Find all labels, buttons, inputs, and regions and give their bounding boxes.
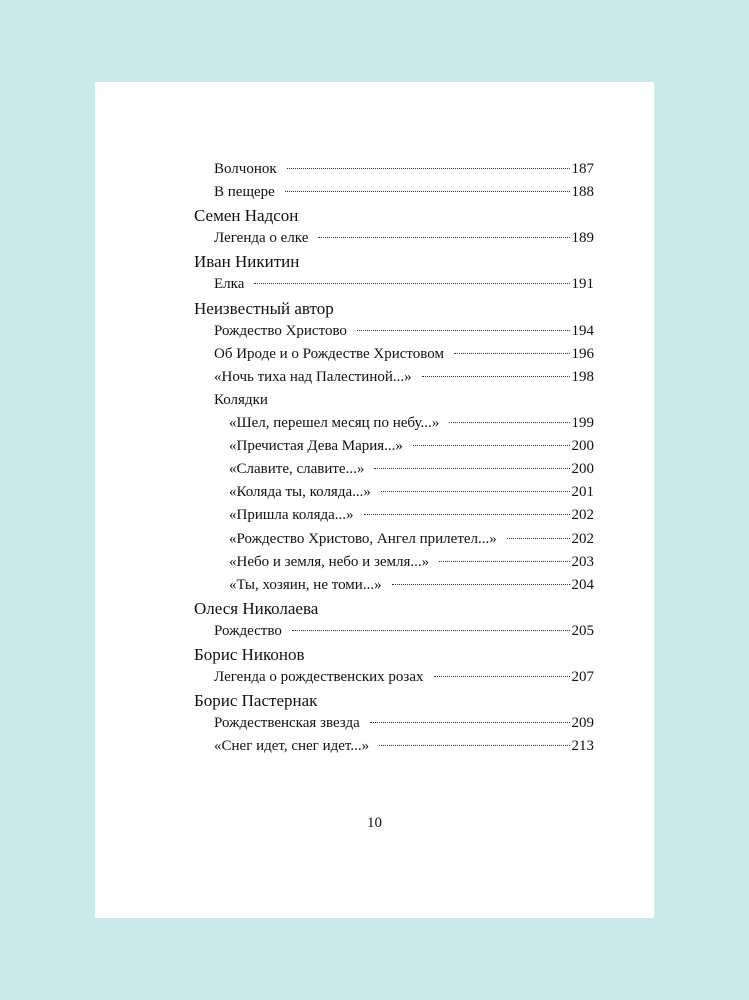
toc-entry (194, 481, 594, 504)
dot-leader (370, 722, 570, 723)
dot-leader (292, 630, 570, 631)
author-name: Борис Никонов (194, 644, 305, 664)
toc-entry (194, 712, 594, 735)
page-number: 10 (367, 815, 382, 831)
entry-page-number: 205 (571, 622, 594, 639)
dot-leader (422, 376, 570, 377)
entry-title: Об Ироде и о Рождестве Христовом (214, 345, 444, 362)
toc-entry (194, 458, 594, 481)
toc-author-heading (194, 204, 594, 227)
entry-page-number: 207 (571, 669, 594, 686)
entry-title: Легенда о рождественских розах (214, 669, 424, 686)
toc-entry (194, 227, 594, 250)
toc-entry (194, 343, 594, 366)
entry-page-number: 196 (571, 345, 594, 362)
entry-page-number: 204 (571, 576, 594, 593)
entry-title: Рождество Христово (214, 322, 347, 339)
toc-entry (194, 366, 594, 389)
toc-entry (194, 273, 594, 296)
toc-entry (194, 574, 594, 597)
toc-entry (194, 620, 594, 643)
entry-page-number: 201 (571, 484, 594, 501)
dot-leader (507, 538, 570, 539)
dot-leader (434, 676, 570, 677)
entry-page-number: 202 (571, 507, 594, 524)
dot-leader (364, 514, 570, 515)
dot-leader (318, 237, 569, 238)
entry-page-number: 188 (571, 184, 594, 201)
author-name: Олеся Николаева (194, 598, 319, 618)
toc-entry (194, 666, 594, 689)
dot-leader (413, 445, 570, 446)
entry-title: «Рождество Христово, Ангел прилетел...» (229, 530, 497, 547)
entry-page-number: 199 (571, 415, 594, 432)
entry-title: «Пречистая Дева Мария...» (229, 438, 403, 455)
entry-title: «Пришла коляда...» (229, 507, 354, 524)
dot-leader (449, 422, 569, 423)
author-name: Борис Пастернак (194, 691, 318, 711)
entry-page-number: 202 (571, 530, 594, 547)
toc-entry (194, 735, 594, 758)
entry-page-number: 209 (571, 715, 594, 732)
dot-leader (374, 468, 569, 469)
toc-entry (194, 528, 594, 551)
entry-page-number: 198 (571, 368, 594, 385)
entry-page-number: 187 (571, 161, 594, 177)
toc-entry (194, 435, 594, 458)
toc-entry (194, 551, 594, 574)
toc-entry (194, 504, 594, 527)
entry-title: Легенда о елке (214, 230, 309, 247)
entry-title: Елка (214, 276, 245, 293)
entry-title: «Снег идет, снег идет...» (214, 738, 370, 755)
dot-leader (454, 353, 570, 354)
entry-page-number: 189 (571, 230, 594, 247)
dot-leader (439, 561, 569, 562)
toc-author-heading (194, 643, 594, 666)
entry-title: Волчонок (214, 161, 277, 177)
toc-entry (194, 412, 594, 435)
entry-title: «Ты, хозяин, не томи...» (229, 576, 382, 593)
dot-leader (254, 283, 569, 284)
entry-page-number: 213 (571, 738, 594, 755)
entry-page-number: 191 (571, 276, 594, 293)
author-name: Иван Никитин (194, 252, 300, 272)
entry-title: «Небо и земля, небо и земля...» (229, 553, 430, 570)
entry-page-number: 194 (571, 322, 594, 339)
entry-page-number: 203 (571, 553, 594, 570)
toc-entry (194, 320, 594, 343)
dot-leader (285, 191, 570, 192)
entry-title: Рождество (214, 622, 282, 639)
dot-leader (392, 584, 570, 585)
toc-author-heading (194, 297, 594, 320)
toc-entry (194, 158, 594, 181)
toc-entry (194, 181, 594, 204)
dot-leader (287, 168, 570, 169)
dot-leader (381, 491, 570, 492)
toc-author-heading (194, 250, 594, 273)
author-name: Неизвестный автор (194, 298, 334, 318)
dot-leader (357, 330, 570, 331)
section-title: Колядки (214, 391, 268, 408)
toc-section-heading (194, 389, 594, 412)
entry-title: «Славите, славите...» (229, 461, 365, 478)
book-page (95, 82, 654, 918)
entry-title: «Ночь тиха над Палестиной...» (214, 368, 412, 385)
author-name: Семен Надсон (194, 206, 299, 226)
entry-page-number: 200 (571, 438, 594, 455)
entry-title: «Коляда ты, коляда...» (229, 484, 371, 501)
entry-title: «Шел, перешел месяц по небу...» (229, 415, 440, 432)
entry-title: В пещере (214, 184, 275, 201)
entry-page-number: 200 (571, 461, 594, 478)
toc-author-heading (194, 689, 594, 712)
table-of-contents (194, 158, 594, 758)
dot-leader (379, 745, 569, 746)
toc-author-heading (194, 597, 594, 620)
entry-title: Рождественская звезда (214, 715, 360, 732)
